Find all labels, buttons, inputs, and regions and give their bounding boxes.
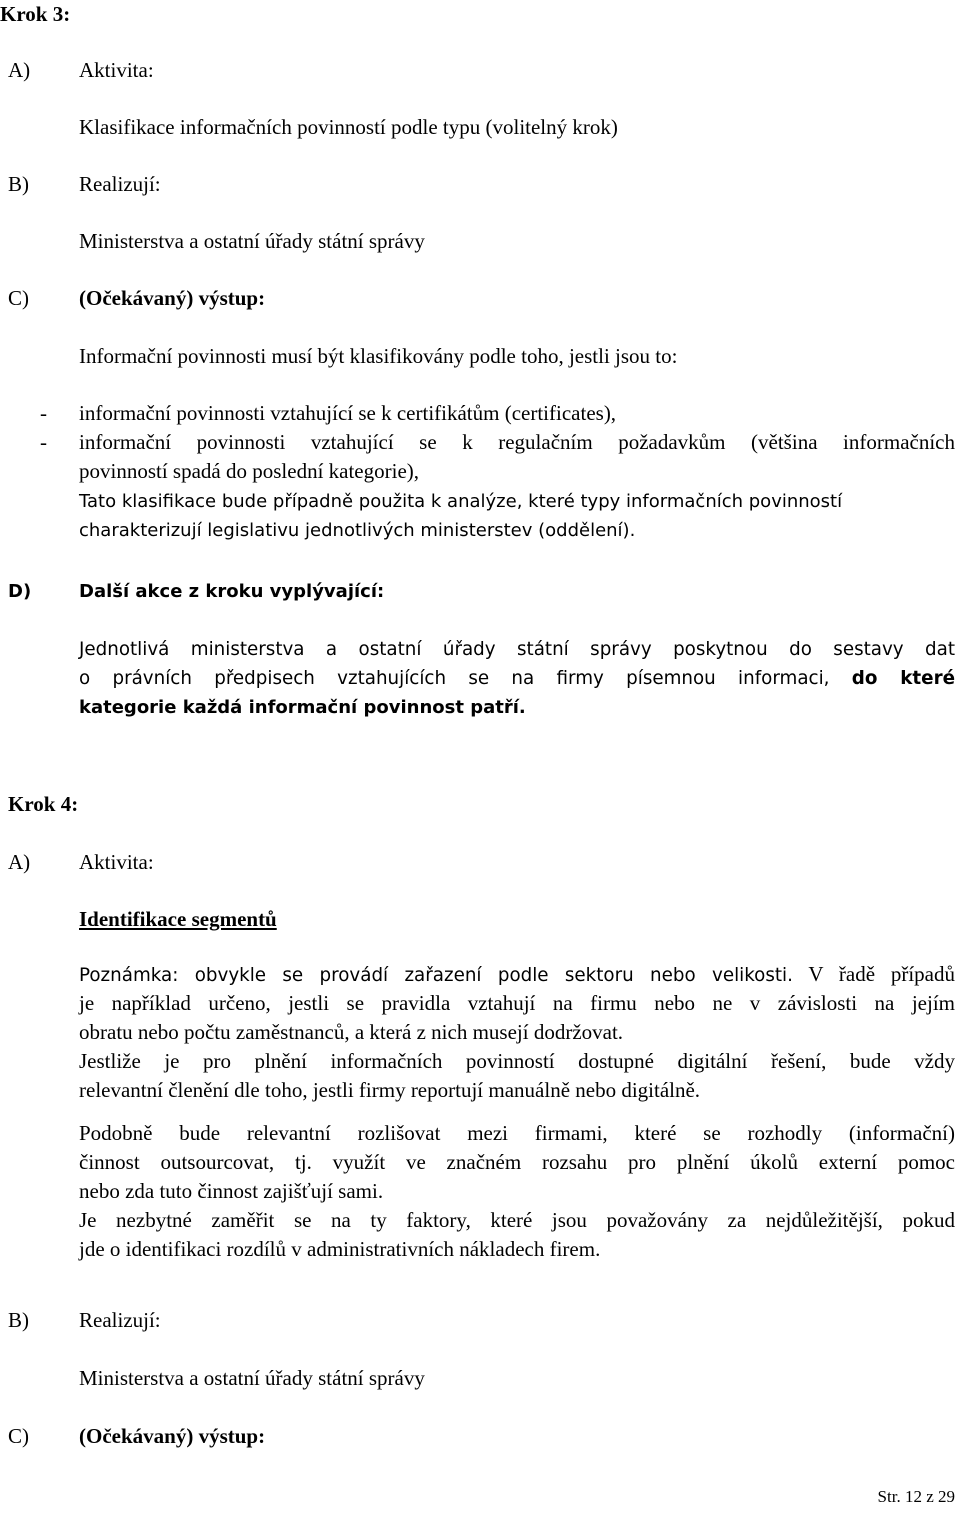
- list-item-2-line2: povinností spadá do poslední kategorie),: [79, 459, 420, 483]
- bullet-dash: -: [40, 430, 47, 454]
- krok4-p1-note: Poznámka: obvykle se provádí zařazení podle sektoru nebo velikosti.: [79, 965, 793, 986]
- krok4-p1-cont: V řadě případů: [808, 962, 955, 986]
- krok4-p1-line1: [79, 960, 955, 990]
- krok4-p3-line1: Podobně bude relevantní rozlišovat mezi firmami, které se rozhodly (informační): [79, 1121, 955, 1145]
- krok4-p2-line2: relevantní členění dle toho, jestli firmy reportují manuálně nebo digitálně.: [79, 1078, 701, 1102]
- krok3-c-label: C): [8, 286, 29, 310]
- krok4-p1-line2: je například určeno, jestli se pravidla vztahují na firmu nebo ne v závislosti na jejím: [79, 991, 955, 1015]
- krok4-p4-line1: Je nezbytné zaměřit se na ty faktory, které jsou považovány za nejdůležitější, pokud: [79, 1208, 955, 1232]
- krok4-a-title: Aktivita:: [79, 850, 154, 874]
- krok4-p3-line2: činnost outsourcovat, tj. využít ve značném rozsahu pro plnění úkolů externí pomoc: [79, 1150, 955, 1174]
- krok3-d-line1: Jednotlivá ministerstva a ostatní úřady státní správy poskytnou do sestavy dat: [79, 639, 955, 660]
- krok4-p4-line2: jde o identifikaci rozdílů v administrativních nákladech firem.: [79, 1237, 601, 1261]
- list-item-1: informační povinnosti vztahující se k certifikátům (certificates),: [79, 401, 617, 425]
- krok3-a-text: Klasifikace informačních povinností podle typu (volitelný krok): [79, 115, 618, 139]
- list-item-2-line1: informační povinnosti vztahující se k regulačním požadavkům (většina informačních: [79, 430, 955, 454]
- krok3-c-intro: Informační povinnosti musí být klasifikovány podle toho, jestli jsou to:: [79, 344, 678, 368]
- krok3-d-line3: kategorie každá informační povinnost patří.: [79, 697, 526, 718]
- krok4-p1-line3: obratu nebo počtu zaměstnanců, a která z nich musejí dodržovat.: [79, 1020, 624, 1044]
- krok4-b-text: Ministerstva a ostatní úřady státní správy: [79, 1366, 425, 1390]
- krok3-heading: Krok 3:: [0, 2, 71, 26]
- krok4-a-label: A): [8, 850, 31, 874]
- krok4-c-title: (Očekávaný) výstup:: [79, 1424, 266, 1448]
- krok4-p3-line3: nebo zda tuto činnost zajišťují sami.: [79, 1179, 384, 1203]
- krok4-b-title: Realizují:: [79, 1308, 161, 1332]
- krok3-d-line2: [79, 664, 955, 693]
- krok3-c-title: (Očekávaný) výstup:: [79, 286, 266, 310]
- krok4-a-text: Identifikace segmentů: [79, 907, 277, 931]
- krok3-d-line2-bold: do které: [851, 668, 955, 689]
- krok4-b-label: B): [8, 1308, 29, 1332]
- krok3-d-line2-text: o právních předpisech vztahujících se na firmy písemnou informaci,: [79, 668, 830, 689]
- krok3-a-label: A): [8, 58, 31, 82]
- krok4-heading: Krok 4:: [8, 792, 79, 816]
- krok3-b-title: Realizují:: [79, 172, 161, 196]
- krok3-b-label: B): [8, 172, 29, 196]
- krok3-c-note-line1: Tato klasifikace bude případně použita k analýze, které typy informačních povinností: [79, 491, 843, 512]
- krok3-c-note-line2: charakterizují legislativu jednotlivých ministerstev (oddělení).: [79, 520, 636, 541]
- krok3-d-label: D): [8, 581, 32, 602]
- krok4-p2-line1: Jestliže je pro plnění informačních povinností dostupné digitální řešení, bude vždy: [79, 1049, 955, 1073]
- krok3-b-text: Ministerstva a ostatní úřady státní správy: [79, 229, 425, 253]
- krok4-c-label: C): [8, 1424, 29, 1448]
- krok3-d-title: Další akce z kroku vyplývající:: [79, 581, 385, 602]
- krok3-a-title: Aktivita:: [79, 58, 154, 82]
- page-number: Str. 12 z 29: [877, 1487, 955, 1506]
- bullet-dash: -: [40, 401, 47, 425]
